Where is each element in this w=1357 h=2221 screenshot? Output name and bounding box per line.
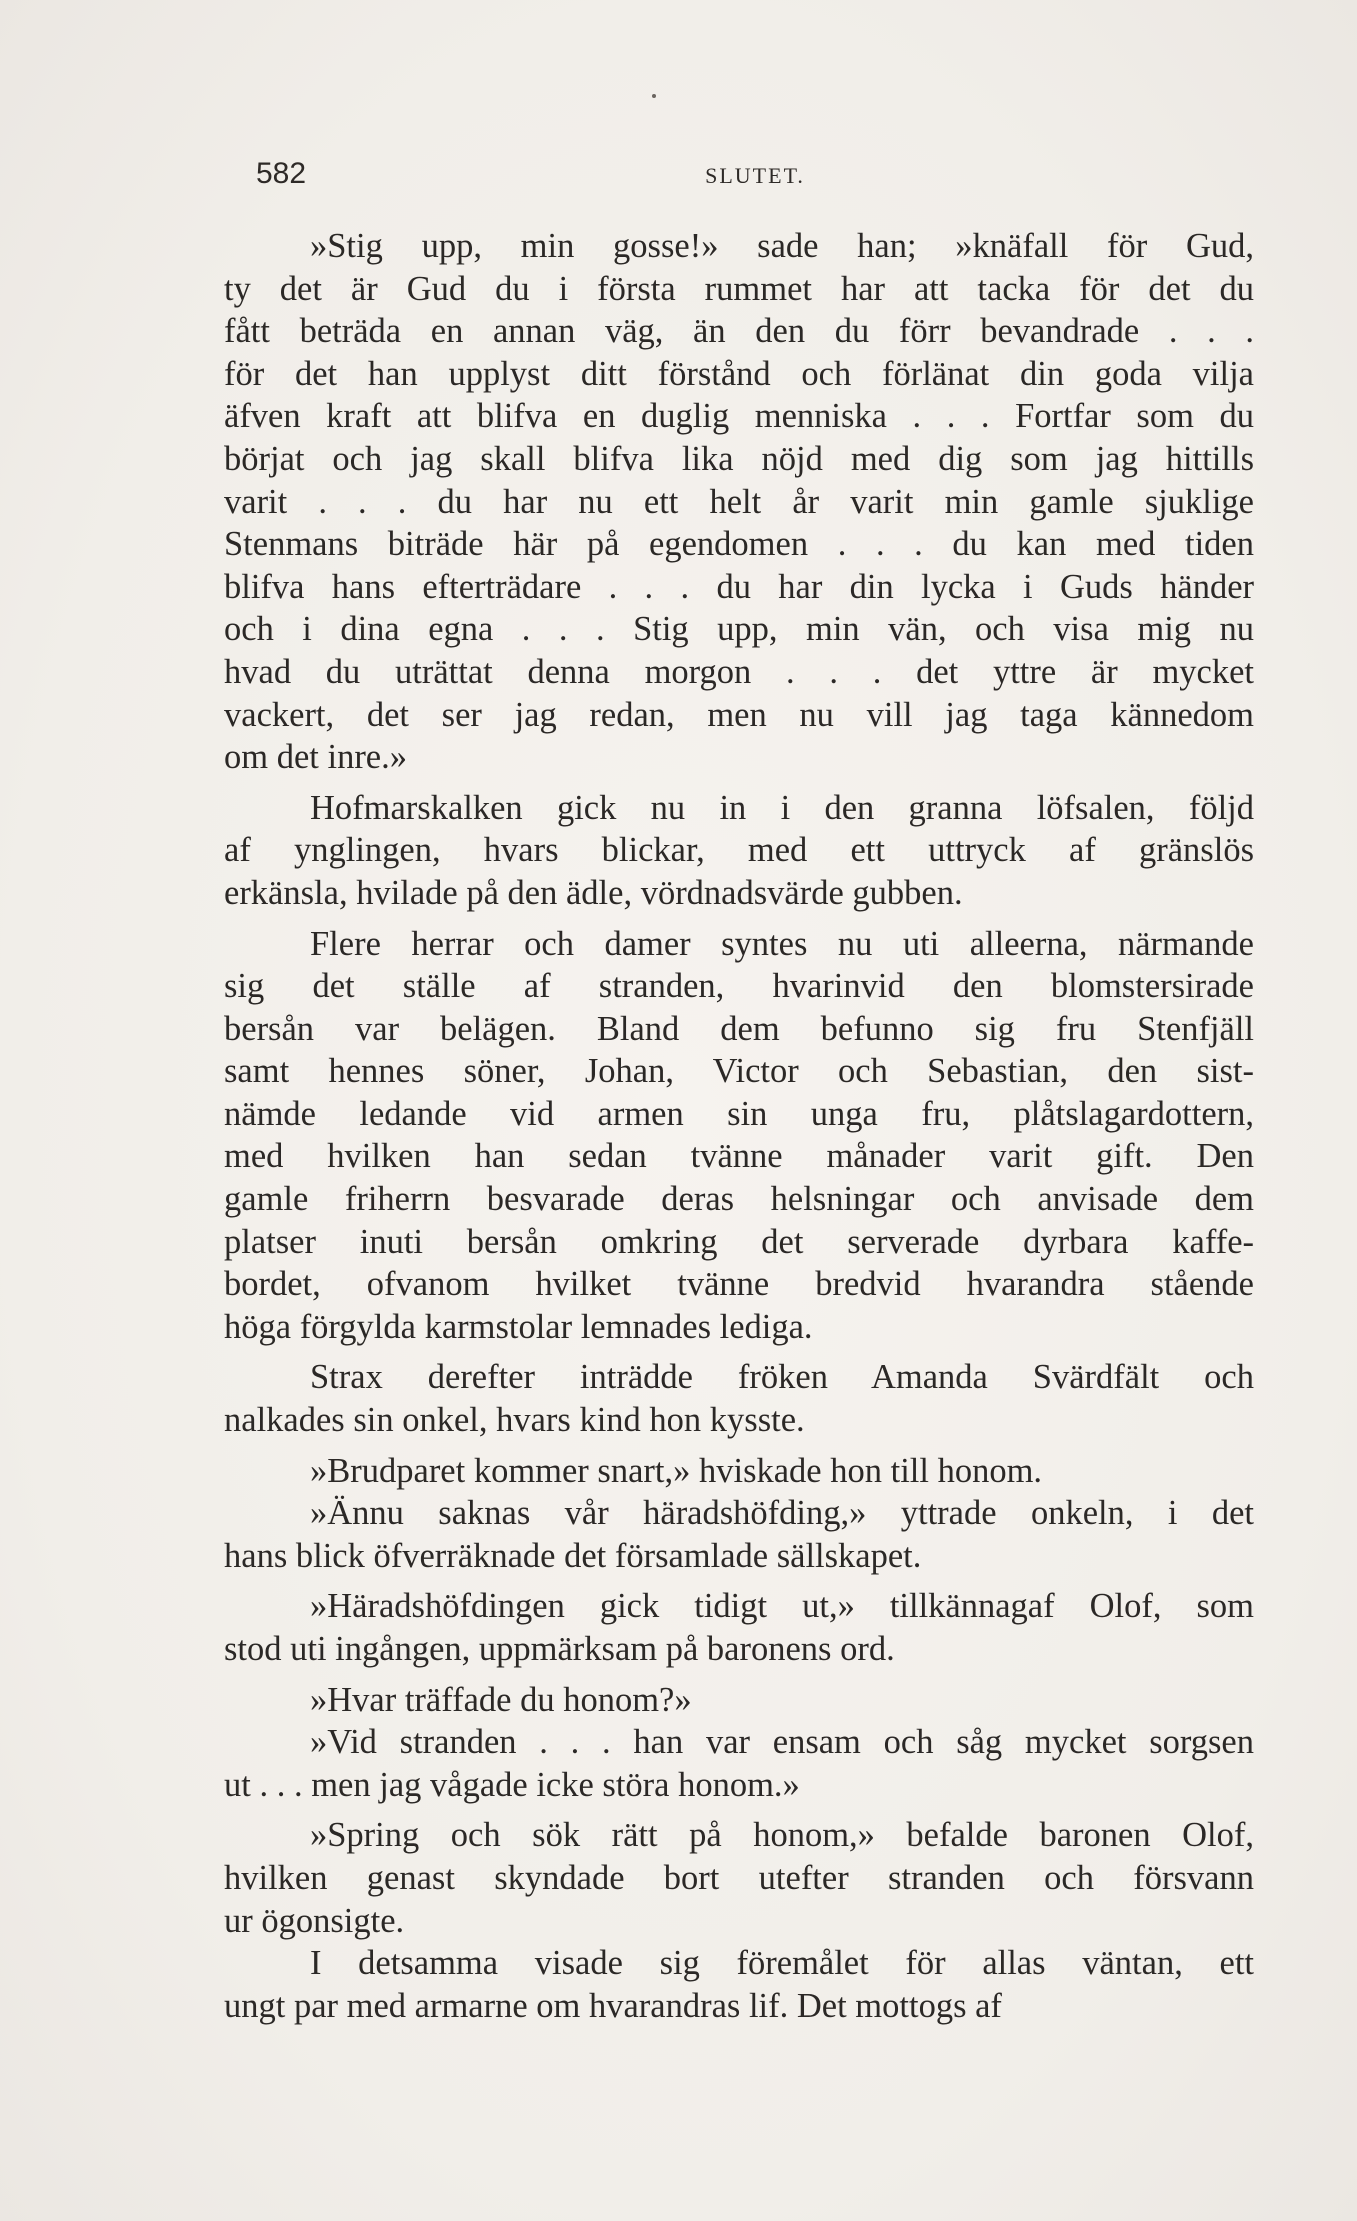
text-line: »Spring och sök rätt på honom,» befalde baronen Olof, [310,1816,1254,1855]
paragraph [224,1585,1254,1670]
text-line: nämde ledande vid armen sin unga fru, plåtslagardottern, [224,1094,1254,1133]
text-line: ur ögonsigte. [224,1901,405,1940]
text-line: af ynglingen, hvars blickar, med ett uttryck af gränslös [224,831,1254,870]
text-line: hvad du uträttat denna morgon . . . det yttre är mycket [224,652,1254,691]
text-line: Strax derefter inträdde fröken Amanda Svärdfält och [310,1358,1254,1397]
text-line: »Brudparet kommer snart,» hviskade hon till honom. [310,1451,1043,1490]
text-line: med hvilken han sedan tvänne månader varit gift. Den [224,1137,1254,1176]
text-line: I detsamma visade sig föremålet för allas väntan, ett [310,1944,1254,1983]
text-line: nalkades sin onkel, hvars kind hon kysste. [224,1401,805,1440]
body-text [224,225,1254,2027]
text-line: »Hvar träffade du honom?» [310,1680,692,1719]
text-line: om det inre.» [224,738,407,777]
text-line: Hofmarskalken gick nu in i den granna löfsalen, följd [310,788,1254,827]
text-line: ut . . . men jag vågade icke störa honom.» [224,1765,800,1804]
paragraph [224,1814,1254,1942]
text-line: »Ännu saknas vår häradshöfding,» yttrade onkeln, i det [310,1494,1254,1533]
paragraph [224,1942,1254,2027]
paragraph [224,1450,1254,1493]
paragraph [224,787,1254,915]
page-number: 582 [256,157,307,190]
text-line: blifva hans efterträdare . . . du har din lycka i Guds händer [224,567,1254,606]
text-line: samt hennes söner, Johan, Victor och Sebastian, den sist- [224,1052,1254,1091]
text-line: »Häradshöfdingen gick tidigt ut,» tillkännagaf Olof, som [310,1587,1254,1626]
paragraph [224,1356,1254,1441]
running-head: SLUTET. [705,163,805,188]
text-line: börjat och jag skall blifva lika nöjd med dig som jag hittills [224,439,1254,478]
paragraph [224,1721,1254,1806]
text-line: platser inuti bersån omkring det serverade dyrbara kaffe- [224,1222,1254,1261]
text-line: hans blick öfverräknade det församlade sällskapet. [224,1536,922,1575]
text-line: ty det är Gud du i första rummet har att tacka för det du [224,269,1254,308]
text-line: »Vid stranden . . . han var ensam och såg mycket sorgsen [310,1723,1254,1762]
text-line: bersån var belägen. Bland dem befunno sig fru Stenfjäll [224,1009,1254,1048]
text-line: fått beträda en annan väg, än den du förr bevandrade . . . [224,312,1254,351]
text-line: höga förgylda karmstolar lemnades lediga. [224,1307,813,1346]
text-line: varit . . . du har nu ett helt år varit min gamle sjuklige [224,482,1254,521]
paragraph [224,923,1254,1349]
text-line: ungt par med armarne om hvarandras lif. Det mottogs af [224,1986,1002,2025]
text-line: gamle friherrn besvarade deras helsningar och anvisade dem [224,1180,1254,1219]
text-line: hvilken genast skyndade bort utefter stranden och försvann [224,1858,1254,1897]
text-line: erkänsla, hvilade på den ädle, vördnadsvärde gubben. [224,873,963,912]
paragraph [224,1679,1254,1722]
paragraph [224,1492,1254,1577]
text-line: bordet, ofvanom hvilket tvänne bredvid hvarandra stående [224,1265,1254,1304]
text-line: »Stig upp, min gosse!» sade han; »knäfall för Gud, [310,227,1254,265]
text-line: stod uti ingången, uppmärksam på baronens ord. [224,1630,895,1668]
text-line: vackert, det ser jag redan, men nu vill jag taga kännedom [224,695,1254,734]
text-line: sig det ställe af stranden, hvarinvid den blomstersirade [224,967,1254,1006]
text-line: för det han upplyst ditt förstånd och förlänat din goda vilja [224,354,1254,393]
paragraph [224,225,1254,779]
paper-speck [652,94,656,98]
text-line: Flere herrar och damer syntes nu uti alleerna, närmande [310,924,1254,963]
page-header [256,157,1254,197]
text-line: Stenmans biträde här på egendomen . . . du kan med tiden [224,525,1254,564]
text-line: och i dina egna . . . Stig upp, min vän, och visa mig nu [224,610,1254,649]
text-line: äfven kraft att blifva en duglig menniska . . . Fortfar som du [224,397,1254,436]
